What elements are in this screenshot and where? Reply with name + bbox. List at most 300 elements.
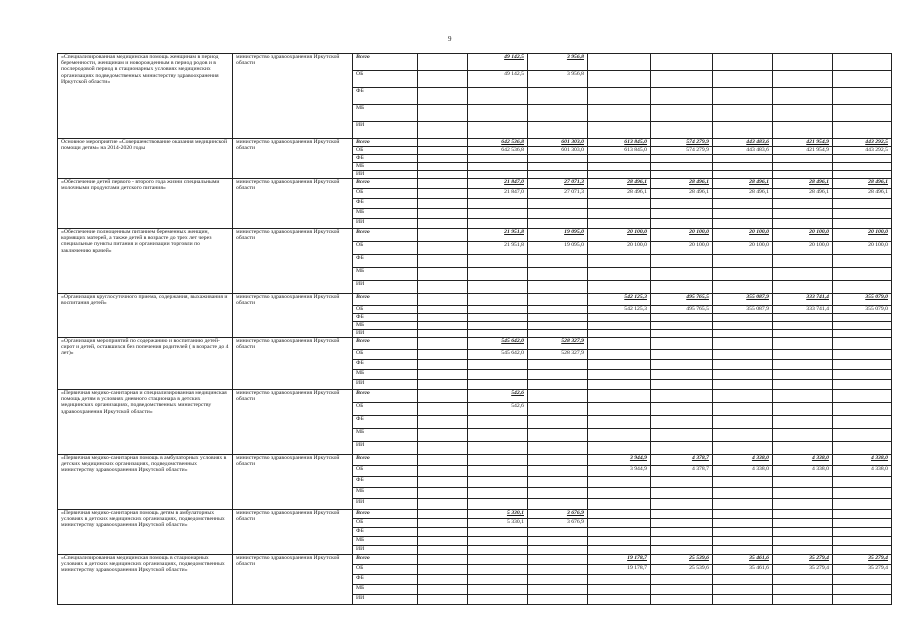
amount-cell: 49 142,5 <box>468 54 528 71</box>
amount-cell <box>773 546 833 555</box>
amount-cell <box>651 442 713 455</box>
funding-source: МБ <box>353 163 418 171</box>
amount-cell <box>833 330 892 338</box>
amount-cell <box>418 294 468 306</box>
amount-cell <box>773 575 833 585</box>
funding-source: МБ <box>353 370 418 380</box>
amount-cell <box>651 314 713 322</box>
amount-cell <box>528 155 588 163</box>
amount-cell <box>588 322 651 330</box>
amount-cell <box>833 88 892 105</box>
amount-cell <box>713 403 773 416</box>
amount-cell <box>651 209 713 219</box>
amount-cell <box>528 546 588 555</box>
amount-cell <box>651 54 713 71</box>
amount-cell <box>833 528 892 537</box>
amount-cell <box>528 105 588 122</box>
amount-cell <box>528 281 588 294</box>
amount-cell <box>418 575 468 585</box>
funding-source: ФБ <box>353 477 418 488</box>
funding-source: ИИ <box>353 219 418 229</box>
funding-source: Всего <box>353 338 418 350</box>
responsible-org: министерство здравоохранения Иркутской области <box>233 510 353 555</box>
amount-cell <box>713 54 773 71</box>
amount-cell: 3 944,9 <box>588 466 651 477</box>
amount-cell <box>588 488 651 499</box>
amount-cell: 49 142,5 <box>468 71 528 88</box>
amount-cell: 4 338,0 <box>713 466 773 477</box>
amount-cell <box>588 595 651 605</box>
amount-cell <box>468 537 528 546</box>
amount-cell: 601 303,0 <box>528 139 588 147</box>
amount-cell <box>713 163 773 171</box>
amount-cell: 4 338,0 <box>713 455 773 466</box>
amount-cell <box>588 281 651 294</box>
amount-cell <box>773 370 833 380</box>
amount-cell: 542,6 <box>468 390 528 403</box>
amount-cell <box>588 499 651 510</box>
amount-cell <box>773 322 833 330</box>
amount-cell: 542 125,3 <box>588 294 651 306</box>
amount-cell <box>713 105 773 122</box>
amount-cell: 4 338,0 <box>833 466 892 477</box>
amount-cell <box>588 88 651 105</box>
funding-source: ОБ <box>353 565 418 575</box>
amount-cell: 19 178,7 <box>588 565 651 575</box>
amount-cell <box>418 442 468 455</box>
amount-cell <box>588 314 651 322</box>
amount-cell <box>833 105 892 122</box>
amount-cell: 542,6 <box>468 403 528 416</box>
amount-cell <box>713 350 773 360</box>
amount-cell <box>468 488 528 499</box>
amount-cell <box>773 380 833 390</box>
amount-cell <box>713 575 773 585</box>
amount-cell <box>588 163 651 171</box>
amount-cell <box>713 390 773 403</box>
amount-cell <box>418 268 468 281</box>
amount-cell <box>468 585 528 595</box>
amount-cell <box>713 199 773 209</box>
funding-source: Всего <box>353 510 418 519</box>
amount-cell <box>418 155 468 163</box>
amount-cell <box>418 314 468 322</box>
amount-cell <box>468 360 528 370</box>
amount-cell <box>468 294 528 306</box>
amount-cell <box>528 403 588 416</box>
amount-cell <box>651 281 713 294</box>
amount-cell <box>528 488 588 499</box>
amount-cell <box>528 537 588 546</box>
amount-cell <box>651 380 713 390</box>
amount-cell: 28 496,1 <box>773 179 833 189</box>
amount-cell <box>713 281 773 294</box>
funding-source: Всего <box>353 294 418 306</box>
amount-cell <box>418 242 468 255</box>
amount-cell <box>418 546 468 555</box>
amount-cell <box>773 416 833 429</box>
amount-cell <box>418 466 468 477</box>
responsible-org: министерство здравоохранения Иркутской области <box>233 229 353 294</box>
amount-cell <box>833 281 892 294</box>
amount-cell <box>833 575 892 585</box>
amount-cell <box>468 155 528 163</box>
amount-cell <box>588 575 651 585</box>
amount-cell <box>713 537 773 546</box>
amount-cell <box>528 255 588 268</box>
amount-cell <box>833 268 892 281</box>
amount-cell: 35 279,4 <box>773 555 833 565</box>
amount-cell <box>468 306 528 314</box>
amount-cell <box>418 350 468 360</box>
amount-cell <box>651 71 713 88</box>
responsible-org: министерство здравоохранения Иркутской области <box>233 555 353 605</box>
amount-cell <box>773 585 833 595</box>
amount-cell: 355 079,0 <box>833 294 892 306</box>
amount-cell <box>651 268 713 281</box>
amount-cell <box>773 390 833 403</box>
amount-cell: 3 956,8 <box>528 54 588 71</box>
table-row-total <box>58 555 892 565</box>
amount-cell <box>528 88 588 105</box>
measure-name: «Обеспечение полноценным питанием беременных женщин, кормящих матерей, а также детей в возрасте до трех лет через специальные пункты питания и организации торговли по заключению врачей» <box>58 229 233 294</box>
funding-source: ФБ <box>353 575 418 585</box>
page-number: 9 <box>448 35 452 43</box>
amount-cell <box>833 477 892 488</box>
funding-source: Всего <box>353 179 418 189</box>
amount-cell <box>528 122 588 139</box>
amount-cell <box>588 338 651 350</box>
amount-cell <box>418 528 468 537</box>
amount-cell <box>588 390 651 403</box>
amount-cell <box>528 380 588 390</box>
amount-cell: 19 095,0 <box>528 242 588 255</box>
amount-cell: 21 847,0 <box>468 189 528 199</box>
amount-cell: 5 330,1 <box>468 519 528 528</box>
amount-cell: 28 496,1 <box>651 179 713 189</box>
amount-cell <box>528 171 588 179</box>
amount-cell <box>418 565 468 575</box>
amount-cell: 4 338,0 <box>773 466 833 477</box>
amount-cell <box>651 322 713 330</box>
amount-cell <box>713 268 773 281</box>
amount-cell <box>713 71 773 88</box>
funding-source: ИИ <box>353 499 418 510</box>
funding-source: Всего <box>353 555 418 565</box>
amount-cell <box>468 380 528 390</box>
amount-cell <box>468 555 528 565</box>
amount-cell: 574 279,9 <box>651 147 713 155</box>
table-row-total <box>58 510 892 519</box>
amount-cell: 20 100,0 <box>773 242 833 255</box>
amount-cell <box>418 281 468 294</box>
amount-cell <box>418 229 468 242</box>
amount-cell <box>468 370 528 380</box>
amount-cell <box>588 510 651 519</box>
amount-cell <box>468 429 528 442</box>
funding-source: МБ <box>353 537 418 546</box>
amount-cell: 333 741,4 <box>773 306 833 314</box>
amount-cell <box>833 122 892 139</box>
amount-cell <box>528 314 588 322</box>
amount-cell: 528 327,9 <box>528 338 588 350</box>
amount-cell: 28 496,1 <box>833 179 892 189</box>
amount-cell <box>418 179 468 189</box>
amount-cell <box>418 519 468 528</box>
amount-cell: 28 496,1 <box>651 189 713 199</box>
amount-cell: 27 071,3 <box>528 179 588 189</box>
amount-cell <box>833 370 892 380</box>
funding-source: ОБ <box>353 242 418 255</box>
amount-cell: 443 483,6 <box>713 139 773 147</box>
amount-cell <box>773 155 833 163</box>
amount-cell <box>528 528 588 537</box>
amount-cell <box>468 281 528 294</box>
amount-cell <box>651 350 713 360</box>
amount-cell: 4 378,7 <box>651 455 713 466</box>
amount-cell <box>588 585 651 595</box>
amount-cell <box>528 416 588 429</box>
amount-cell <box>418 171 468 179</box>
amount-cell <box>468 209 528 219</box>
amount-cell: 28 496,1 <box>773 189 833 199</box>
amount-cell: 3 956,8 <box>528 71 588 88</box>
amount-cell: 642 536,8 <box>468 139 528 147</box>
table-row-total <box>58 390 892 403</box>
amount-cell: 28 496,1 <box>588 189 651 199</box>
amount-cell <box>418 429 468 442</box>
funding-source: Всего <box>353 54 418 71</box>
amount-cell <box>418 330 468 338</box>
amount-cell <box>468 105 528 122</box>
amount-cell: 28 496,1 <box>588 179 651 189</box>
amount-cell <box>468 442 528 455</box>
amount-cell <box>528 306 588 314</box>
amount-cell <box>651 510 713 519</box>
amount-cell <box>418 219 468 229</box>
amount-cell <box>773 219 833 229</box>
amount-cell <box>773 499 833 510</box>
amount-cell <box>588 171 651 179</box>
amount-cell: 35 279,4 <box>833 565 892 575</box>
amount-cell <box>833 54 892 71</box>
funding-source: ОБ <box>353 71 418 88</box>
funding-source: ИИ <box>353 442 418 455</box>
funding-source: ФБ <box>353 360 418 370</box>
amount-cell: 4 378,7 <box>651 466 713 477</box>
amount-cell <box>588 155 651 163</box>
funding-source: МБ <box>353 268 418 281</box>
amount-cell <box>833 519 892 528</box>
amount-cell <box>773 209 833 219</box>
amount-cell <box>773 477 833 488</box>
amount-cell <box>528 565 588 575</box>
amount-cell: 20 100,0 <box>833 229 892 242</box>
amount-cell <box>468 546 528 555</box>
amount-cell <box>588 122 651 139</box>
amount-cell: 25 539,6 <box>651 565 713 575</box>
amount-cell <box>588 370 651 380</box>
amount-cell <box>418 403 468 416</box>
amount-cell <box>418 322 468 330</box>
amount-cell: 528 327,9 <box>528 350 588 360</box>
amount-cell <box>773 442 833 455</box>
amount-cell <box>418 499 468 510</box>
amount-cell: 27 071,3 <box>528 189 588 199</box>
measure-name: «Организация мероприятий по содержанию и воспитанию детей-сирот и детей, оставшихся без попечения родителей ( в возрасте до 4 лет)» <box>58 338 233 390</box>
amount-cell <box>713 360 773 370</box>
amount-cell: 21 847,0 <box>468 179 528 189</box>
amount-cell <box>528 163 588 171</box>
responsible-org: министерство здравоохранения Иркутской области <box>233 179 353 229</box>
amount-cell <box>713 488 773 499</box>
funding-source: ОБ <box>353 350 418 360</box>
amount-cell <box>418 488 468 499</box>
amount-cell <box>833 403 892 416</box>
amount-cell <box>468 528 528 537</box>
funding-source: МБ <box>353 585 418 595</box>
amount-cell <box>651 171 713 179</box>
amount-cell <box>773 350 833 360</box>
amount-cell: 613 845,0 <box>588 147 651 155</box>
amount-cell <box>418 71 468 88</box>
amount-cell <box>773 171 833 179</box>
amount-cell <box>418 555 468 565</box>
amount-cell <box>418 139 468 147</box>
amount-cell <box>528 585 588 595</box>
amount-cell <box>833 360 892 370</box>
amount-cell <box>773 403 833 416</box>
amount-cell <box>833 350 892 360</box>
amount-cell <box>468 219 528 229</box>
amount-cell <box>468 330 528 338</box>
amount-cell <box>588 546 651 555</box>
amount-cell <box>588 380 651 390</box>
amount-cell <box>468 466 528 477</box>
amount-cell <box>418 455 468 466</box>
amount-cell: 601 303,0 <box>528 147 588 155</box>
amount-cell <box>713 595 773 605</box>
amount-cell <box>468 322 528 330</box>
table-row-total <box>58 179 892 189</box>
amount-cell <box>468 575 528 585</box>
amount-cell: 333 741,4 <box>773 294 833 306</box>
amount-cell: 3 944,9 <box>588 455 651 466</box>
amount-cell <box>773 338 833 350</box>
amount-cell: 443 292,5 <box>833 147 892 155</box>
amount-cell <box>468 595 528 605</box>
amount-cell: 3 676,9 <box>528 519 588 528</box>
amount-cell <box>651 546 713 555</box>
amount-cell <box>588 537 651 546</box>
amount-cell <box>651 163 713 171</box>
amount-cell: 21 951,8 <box>468 242 528 255</box>
funding-source: ФБ <box>353 416 418 429</box>
amount-cell <box>833 155 892 163</box>
amount-cell <box>773 54 833 71</box>
amount-cell <box>651 360 713 370</box>
amount-cell <box>651 370 713 380</box>
amount-cell <box>713 219 773 229</box>
amount-cell <box>713 209 773 219</box>
funding-source: МБ <box>353 429 418 442</box>
amount-cell <box>773 255 833 268</box>
table-row-total <box>58 139 892 147</box>
amount-cell <box>651 416 713 429</box>
amount-cell <box>418 105 468 122</box>
responsible-org: министерство здравоохранения Иркутской области <box>233 338 353 390</box>
measure-name: «Первичная медико-санитарная помощь в амбулаторных условиях в детских медицинских организациях, подведомственных министерству здравоохранения Иркутской области» <box>58 455 233 510</box>
amount-cell <box>651 199 713 209</box>
amount-cell: 28 496,1 <box>833 189 892 199</box>
amount-cell: 5 330,1 <box>468 510 528 519</box>
amount-cell <box>588 209 651 219</box>
amount-cell: 3 676,9 <box>528 510 588 519</box>
amount-cell: 20 100,0 <box>588 242 651 255</box>
amount-cell <box>651 499 713 510</box>
amount-cell: 20 100,0 <box>588 229 651 242</box>
amount-cell: 355 087,9 <box>713 294 773 306</box>
amount-cell <box>833 499 892 510</box>
amount-cell <box>773 105 833 122</box>
amount-cell <box>588 330 651 338</box>
amount-cell <box>651 338 713 350</box>
amount-cell <box>528 455 588 466</box>
funding-source: МБ <box>353 488 418 499</box>
amount-cell <box>528 499 588 510</box>
amount-cell <box>468 268 528 281</box>
table-row-total <box>58 294 892 306</box>
amount-cell <box>468 565 528 575</box>
amount-cell <box>468 455 528 466</box>
amount-cell <box>833 442 892 455</box>
amount-cell: 495 765,5 <box>651 294 713 306</box>
amount-cell: 20 100,0 <box>713 229 773 242</box>
amount-cell <box>588 71 651 88</box>
amount-cell <box>651 477 713 488</box>
funding-source: МБ <box>353 322 418 330</box>
amount-cell: 355 087,9 <box>713 306 773 314</box>
amount-cell: 35 279,4 <box>833 555 892 565</box>
funding-source: ИИ <box>353 330 418 338</box>
amount-cell <box>773 510 833 519</box>
amount-cell <box>418 163 468 171</box>
amount-cell: 642 536,8 <box>468 147 528 155</box>
amount-cell <box>418 477 468 488</box>
table-row-total <box>58 229 892 242</box>
funding-source: ФБ <box>353 255 418 268</box>
amount-cell <box>418 390 468 403</box>
amount-cell <box>773 88 833 105</box>
amount-cell <box>773 281 833 294</box>
amount-cell: 542 125,3 <box>588 306 651 314</box>
amount-cell <box>713 171 773 179</box>
amount-cell <box>651 488 713 499</box>
amount-cell <box>713 255 773 268</box>
amount-cell <box>588 519 651 528</box>
amount-cell <box>773 71 833 88</box>
amount-cell: 4 338,0 <box>773 455 833 466</box>
amount-cell: 19 095,0 <box>528 229 588 242</box>
funding-source: ФБ <box>353 314 418 322</box>
responsible-org: министерство здравоохранения Иркутской области <box>233 54 353 139</box>
funding-source: ИИ <box>353 380 418 390</box>
table-row-total <box>58 54 892 71</box>
amount-cell <box>713 380 773 390</box>
amount-cell <box>468 171 528 179</box>
amount-cell <box>418 306 468 314</box>
amount-cell: 19 178,7 <box>588 555 651 565</box>
